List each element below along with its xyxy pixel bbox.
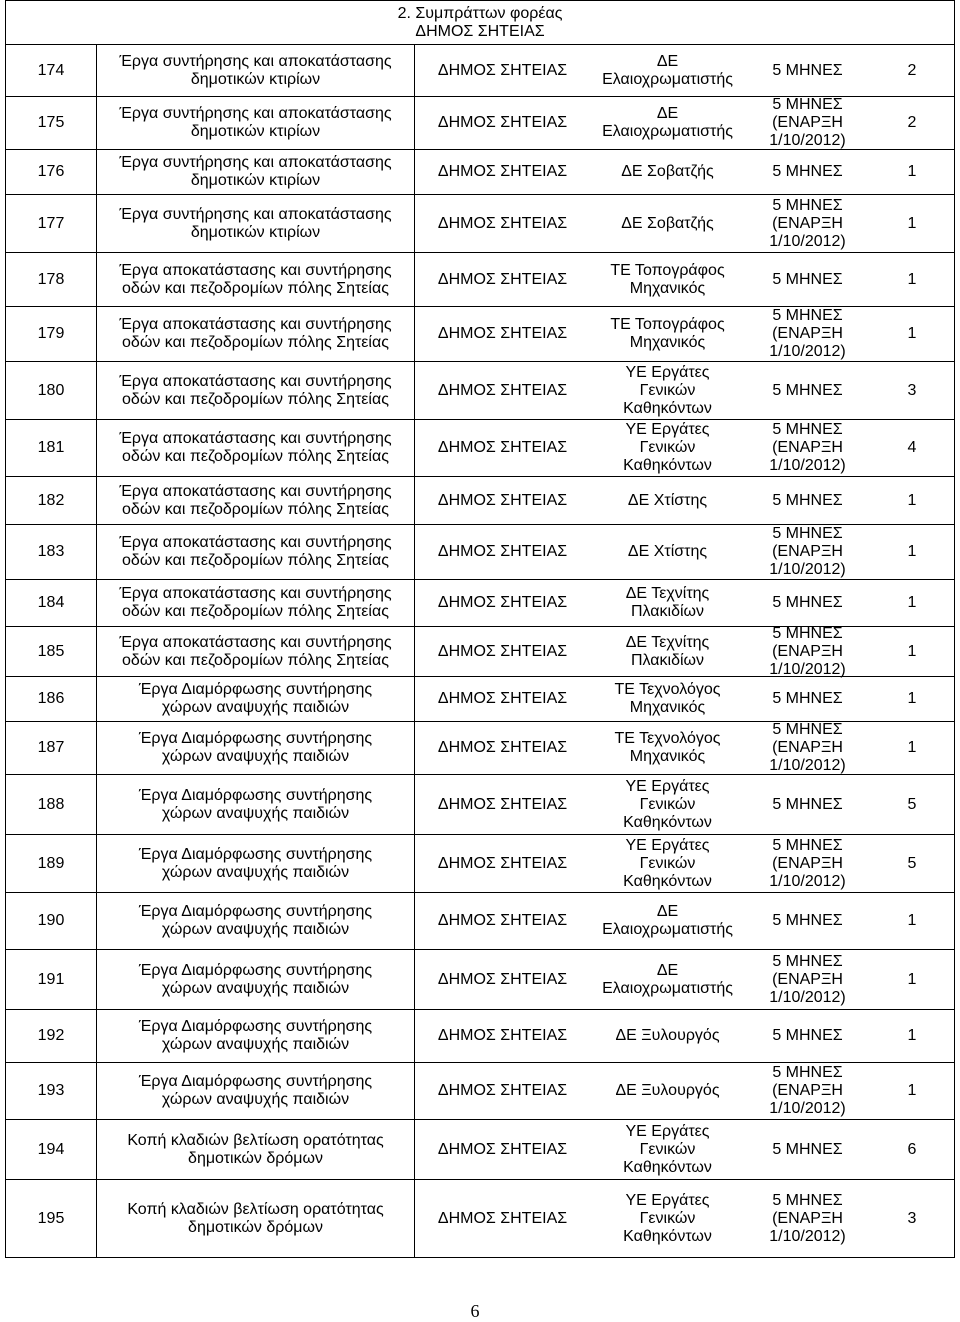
duration: 5 ΜΗΝΕΣ (ΕΝΑΡΞΗ 1/10/2012) <box>769 1064 846 1117</box>
project-description: Έργα συντήρησης και αποκατάστασης δημοτικών κτιρίων <box>97 150 415 194</box>
row-number: 186 <box>6 677 97 721</box>
project-description: Έργα Διαμόρφωσης συντήρησης χώρων αναψυχής παιδιών <box>97 835 415 892</box>
duration: 5 ΜΗΝΕΣ (ΕΝΑΡΞΗ 1/10/2012) <box>769 624 846 678</box>
duration: 5 ΜΗΝΕΣ (ΕΝΑΡΞΗ 1/10/2012) <box>769 721 846 774</box>
specialty: ΔΕ Χτίστης <box>627 543 708 560</box>
specialty: ΤΕ Τεχνολόγος Μηχανικός <box>614 730 721 765</box>
specialty: ΥΕ Εργάτες Γενικών Καθηκόντων <box>623 421 712 474</box>
specialty: ΔΕ Σοβατζής <box>621 214 714 232</box>
agency: ΔΗΜΟΣ ΣΗΤΕΙΑΣ <box>437 795 568 813</box>
position-count: 1 <box>907 543 917 560</box>
agency: ΔΗΜΟΣ ΣΗΤΕΙΑΣ <box>437 543 568 560</box>
table-row <box>6 97 954 150</box>
position-count: 4 <box>907 439 917 456</box>
row-number: 183 <box>6 525 97 579</box>
project-description: Κοπή κλαδιών βελτίωση ορατότητας δημοτικών δρόμων <box>97 1180 415 1257</box>
row-number: 182 <box>6 477 97 524</box>
table-row <box>6 195 954 253</box>
project-description: Έργα αποκατάστασης και συντήρησης οδών και πεζοδρομίων πόλης Σητείας <box>97 307 415 361</box>
agency: ΔΗΜΟΣ ΣΗΤΕΙΑΣ <box>437 912 568 929</box>
agency: ΔΗΜΟΣ ΣΗΤΕΙΑΣ <box>437 690 568 707</box>
project-description: Έργα Διαμόρφωσης συντήρησης χώρων αναψυχής παιδιών <box>97 1010 415 1062</box>
project-description: Έργα αποκατάστασης και συντήρησης οδών και πεζοδρομίων πόλης Σητείας <box>97 580 415 626</box>
duration: 5 ΜΗΝΕΣ (ΕΝΑΡΞΗ 1/10/2012) <box>769 96 846 149</box>
table-body <box>6 45 954 1258</box>
project-description: Έργα αποκατάστασης και συντήρησης οδών και πεζοδρομίων πόλης Σητείας <box>97 420 415 476</box>
section-header-agency: ΔΗΜΟΣ ΣΗΤΕΙΑΣ <box>415 22 545 40</box>
position-count: 1 <box>907 1027 917 1044</box>
specialty: ΔΕ Ξυλουργός <box>615 1082 720 1099</box>
agency: ΔΗΜΟΣ ΣΗΤΕΙΑΣ <box>437 325 568 342</box>
row-number: 180 <box>6 362 97 419</box>
specialty: ΔΕ Τεχνίτης Πλακιδίων <box>625 633 710 669</box>
agency: ΔΗΜΟΣ ΣΗΤΕΙΑΣ <box>437 491 568 509</box>
table-row <box>6 1180 954 1258</box>
row-number: 177 <box>6 195 97 252</box>
specialty: ΔΕ Ελαιοχρωματιστής <box>602 52 733 88</box>
table-row <box>6 835 954 893</box>
table-row <box>6 1063 954 1120</box>
position-count: 5 <box>907 795 917 813</box>
project-description: Έργα Διαμόρφωσης συντήρησης χώρων αναψυχής παιδιών <box>97 950 415 1009</box>
table-row <box>6 775 954 835</box>
position-count: 1 <box>907 163 917 180</box>
row-number: 174 <box>6 45 97 96</box>
duration: 5 ΜΗΝΕΣ <box>772 270 843 288</box>
specialty: ΔΕ Ελαιοχρωματιστής <box>602 961 733 997</box>
row-number: 191 <box>6 950 97 1009</box>
table-row <box>6 1010 954 1063</box>
specialty: ΔΕ Σοβατζής <box>621 163 714 180</box>
page-number: 6 <box>470 1301 480 1321</box>
agency: ΔΗΜΟΣ ΣΗΤΕΙΑΣ <box>437 1082 568 1099</box>
row-number: 194 <box>6 1120 97 1179</box>
specialty: ΥΕ Εργάτες Γενικών Καθηκόντων <box>623 777 712 831</box>
duration: 5 ΜΗΝΕΣ (ΕΝΑΡΞΗ 1/10/2012) <box>769 421 846 474</box>
agency: ΔΗΜΟΣ ΣΗΤΕΙΑΣ <box>437 1027 568 1044</box>
specialty: ΔΕ Ελαιοχρωματιστής <box>602 903 733 938</box>
duration: 5 ΜΗΝΕΣ <box>772 163 843 180</box>
project-description: Έργα αποκατάστασης και συντήρησης οδών και πεζοδρομίων πόλης Σητείας <box>97 627 415 676</box>
position-count: 1 <box>907 739 917 756</box>
project-description: Έργα Διαμόρφωσης συντήρησης χώρων αναψυχής παιδιών <box>97 893 415 949</box>
project-description: Έργα Διαμόρφωσης συντήρησης χώρων αναψυχής παιδιών <box>97 775 415 834</box>
row-number: 178 <box>6 253 97 306</box>
row-number: 189 <box>6 835 97 892</box>
row-number: 192 <box>6 1010 97 1062</box>
position-count: 5 <box>907 854 917 872</box>
agency: ΔΗΜΟΣ ΣΗΤΕΙΑΣ <box>437 163 568 180</box>
section-header <box>6 1 954 44</box>
row-number: 184 <box>6 580 97 626</box>
project-description: Έργα αποκατάστασης και συντήρησης οδών και πεζοδρομίων πόλης Σητείας <box>97 525 415 579</box>
project-description: Κοπή κλαδιών βελτίωση ορατότητας δημοτικών δρόμων <box>97 1120 415 1179</box>
position-count: 6 <box>907 1140 917 1158</box>
duration: 5 ΜΗΝΕΣ (ΕΝΑΡΞΗ 1/10/2012) <box>769 307 846 360</box>
row-number: 185 <box>6 627 97 676</box>
position-count: 1 <box>907 912 917 929</box>
position-count: 1 <box>907 491 917 509</box>
row-number: 175 <box>6 97 97 149</box>
specialty: ΤΕ Τοπογράφος Μηχανικός <box>610 316 725 351</box>
duration: 5 ΜΗΝΕΣ (ΕΝΑΡΞΗ 1/10/2012) <box>769 196 846 250</box>
duration: 5 ΜΗΝΕΣ (ΕΝΑΡΞΗ 1/10/2012) <box>769 836 846 890</box>
position-count: 3 <box>907 381 917 399</box>
positions-table <box>5 0 955 1258</box>
position-count: 2 <box>907 61 917 79</box>
agency: ΔΗΜΟΣ ΣΗΤΕΙΑΣ <box>437 270 568 288</box>
duration: 5 ΜΗΝΕΣ <box>772 1027 843 1044</box>
row-number: 176 <box>6 150 97 194</box>
project-description: Έργα Διαμόρφωσης συντήρησης χώρων αναψυχής παιδιών <box>97 1063 415 1119</box>
specialty: ΥΕ Εργάτες Γενικών Καθηκόντων <box>623 1191 712 1245</box>
table-row <box>6 624 954 678</box>
row-number: 188 <box>6 775 97 834</box>
agency: ΔΗΜΟΣ ΣΗΤΕΙΑΣ <box>437 1209 568 1227</box>
project-description: Έργα αποκατάστασης και συντήρησης οδών και πεζοδρομίων πόλης Σητείας <box>97 253 415 306</box>
table-row <box>6 45 954 97</box>
table-row <box>6 307 954 362</box>
position-count: 3 <box>907 1209 917 1227</box>
duration: 5 ΜΗΝΕΣ <box>772 594 843 611</box>
agency: ΔΗΜΟΣ ΣΗΤΕΙΑΣ <box>437 214 568 232</box>
duration: 5 ΜΗΝΕΣ <box>772 381 843 399</box>
project-description: Έργα συντήρησης και αποκατάστασης δημοτικών κτιρίων <box>97 97 415 149</box>
project-description: Έργα Διαμόρφωσης συντήρησης χώρων αναψυχής παιδιών <box>97 722 415 774</box>
section-header-title: 2. Συμπράττων φορέας <box>397 4 563 22</box>
specialty: ΔΕ Τεχνίτης Πλακιδίων <box>625 585 710 620</box>
specialty: ΔΕ Ελαιοχρωματιστής <box>602 105 733 140</box>
duration: 5 ΜΗΝΕΣ (ΕΝΑΡΞΗ 1/10/2012) <box>769 1191 846 1245</box>
specialty: ΤΕ Τοπογράφος Μηχανικός <box>610 261 725 297</box>
table-row <box>6 362 954 420</box>
agency: ΔΗΜΟΣ ΣΗΤΕΙΑΣ <box>437 739 568 756</box>
duration: 5 ΜΗΝΕΣ <box>772 491 843 509</box>
agency: ΔΗΜΟΣ ΣΗΤΕΙΑΣ <box>437 970 568 988</box>
table-row <box>6 1120 954 1180</box>
table-row <box>6 150 954 195</box>
specialty: ΥΕ Εργάτες Γενικών Καθηκόντων <box>623 363 712 417</box>
agency: ΔΗΜΟΣ ΣΗΤΕΙΑΣ <box>437 381 568 399</box>
specialty: ΥΕ Εργάτες Γενικών Καθηκόντων <box>623 1122 712 1176</box>
agency: ΔΗΜΟΣ ΣΗΤΕΙΑΣ <box>437 854 568 872</box>
position-count: 1 <box>907 270 917 288</box>
position-count: 1 <box>907 970 917 988</box>
position-count: 1 <box>907 642 917 660</box>
project-description: Έργα συντήρησης και αποκατάστασης δημοτικών κτιρίων <box>97 195 415 252</box>
duration: 5 ΜΗΝΕΣ <box>772 912 843 929</box>
agency: ΔΗΜΟΣ ΣΗΤΕΙΑΣ <box>437 1140 568 1158</box>
position-count: 1 <box>907 594 917 611</box>
specialty: ΤΕ Τεχνολόγος Μηχανικός <box>614 681 721 716</box>
position-count: 2 <box>907 114 917 131</box>
position-count: 1 <box>907 690 917 707</box>
table-row <box>6 525 954 580</box>
row-number: 187 <box>6 722 97 774</box>
duration: 5 ΜΗΝΕΣ (ΕΝΑΡΞΗ 1/10/2012) <box>769 525 846 578</box>
table-row <box>6 722 954 775</box>
table-row <box>6 950 954 1010</box>
position-count: 1 <box>907 214 917 232</box>
position-count: 1 <box>907 1082 917 1099</box>
table-row <box>6 420 954 477</box>
row-number: 181 <box>6 420 97 476</box>
agency: ΔΗΜΟΣ ΣΗΤΕΙΑΣ <box>437 439 568 456</box>
duration: 5 ΜΗΝΕΣ <box>772 61 843 79</box>
row-number: 195 <box>6 1180 97 1257</box>
row-number: 193 <box>6 1063 97 1119</box>
position-count: 1 <box>907 325 917 342</box>
row-number: 179 <box>6 307 97 361</box>
table-row <box>6 893 954 950</box>
agency: ΔΗΜΟΣ ΣΗΤΕΙΑΣ <box>437 61 568 79</box>
table-row <box>6 580 954 627</box>
duration: 5 ΜΗΝΕΣ (ΕΝΑΡΞΗ 1/10/2012) <box>769 952 846 1006</box>
agency: ΔΗΜΟΣ ΣΗΤΕΙΑΣ <box>437 114 568 131</box>
table-row <box>6 477 954 525</box>
duration: 5 ΜΗΝΕΣ <box>772 795 843 813</box>
agency: ΔΗΜΟΣ ΣΗΤΕΙΑΣ <box>437 594 568 611</box>
project-description: Έργα αποκατάστασης και συντήρησης οδών και πεζοδρομίων πόλης Σητείας <box>97 362 415 419</box>
table-row <box>6 253 954 307</box>
agency: ΔΗΜΟΣ ΣΗΤΕΙΑΣ <box>437 642 568 660</box>
specialty: ΔΕ Χτίστης <box>627 491 708 509</box>
project-description: Έργα Διαμόρφωσης συντήρησης χώρων αναψυχής παιδιών <box>97 677 415 721</box>
table-row <box>6 677 954 722</box>
specialty: ΔΕ Ξυλουργός <box>615 1027 720 1044</box>
project-description: Έργα συντήρησης και αποκατάστασης δημοτικών κτιρίων <box>97 45 415 96</box>
project-description: Έργα αποκατάστασης και συντήρησης οδών και πεζοδρομίων πόλης Σητείας <box>97 477 415 524</box>
row-number: 190 <box>6 893 97 949</box>
section-header-row <box>6 1 954 45</box>
duration: 5 ΜΗΝΕΣ <box>772 690 843 707</box>
specialty: ΥΕ Εργάτες Γενικών Καθηκόντων <box>623 836 712 890</box>
duration: 5 ΜΗΝΕΣ <box>772 1140 843 1158</box>
